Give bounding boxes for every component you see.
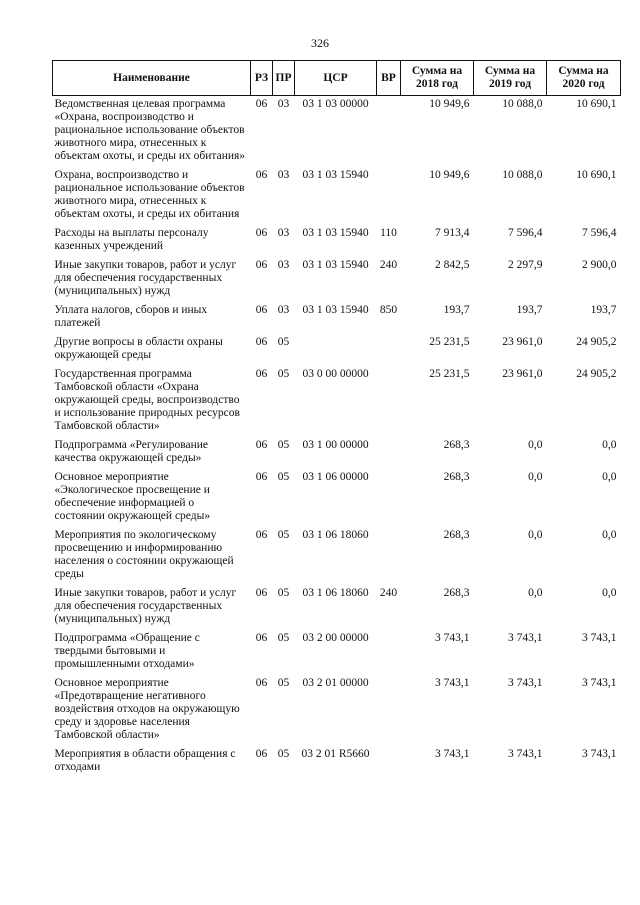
table-body [53, 96, 621, 779]
cell-sum-2018: 3 743,1 [435, 632, 470, 644]
header-vr: ВР [377, 61, 401, 96]
cell-csr: 03 1 03 15940 [302, 169, 369, 181]
cell-sum-2019: 0,0 [528, 529, 543, 541]
cell-pr: 03 [277, 98, 290, 110]
cell-sum-2018: 268,3 [443, 587, 470, 599]
cell-name: Основное мероприятие «Экологическое просвещение и обеспечение информацией о состоянии окружающей среды» [54, 471, 211, 522]
cell-rz: 06 [255, 439, 268, 451]
cell-rz: 06 [255, 471, 268, 483]
table-row [53, 527, 621, 585]
header-csr: ЦСР [295, 61, 377, 96]
cell-sum-2018: 25 231,5 [429, 336, 470, 348]
cell-sum-2020: 0,0 [602, 587, 617, 599]
table-row [53, 302, 621, 334]
cell-vr [377, 746, 401, 778]
cell-name: Мероприятия в области обращения с отходами [54, 748, 236, 773]
cell-sum-2018: 7 913,4 [435, 227, 470, 239]
cell-pr: 03 [277, 227, 290, 239]
cell-pr: 05 [277, 677, 290, 689]
cell-rz: 06 [255, 304, 268, 316]
page-number: 326 [311, 36, 329, 50]
cell-sum-2019: 3 743,1 [508, 748, 543, 760]
cell-sum-2019: 0,0 [528, 439, 543, 451]
header-name: Наименование [53, 61, 251, 96]
cell-sum-2019: 3 743,1 [508, 632, 543, 644]
table-row [53, 167, 621, 225]
header-pr: ПР [273, 61, 295, 96]
cell-rz: 06 [255, 632, 268, 644]
cell-rz: 06 [255, 368, 268, 380]
budget-table-wrapper [52, 60, 620, 778]
cell-csr: 03 2 01 00000 [302, 677, 369, 689]
cell-vr [377, 437, 401, 469]
cell-rz: 06 [255, 259, 268, 271]
cell-sum-2019: 23 961,0 [502, 336, 543, 348]
header-sum-2019: Сумма на 2019 год [474, 61, 547, 96]
cell-sum-2018: 2 842,5 [435, 259, 470, 271]
cell-sum-2020: 0,0 [602, 529, 617, 541]
cell-sum-2018: 3 743,1 [435, 748, 470, 760]
cell-sum-2019: 0,0 [528, 587, 543, 599]
cell-csr: 03 1 03 00000 [302, 98, 369, 110]
cell-rz: 06 [255, 98, 268, 110]
cell-vr [377, 675, 401, 746]
cell-name: Расходы на выплаты персоналу казенных учреждений [54, 227, 209, 252]
cell-vr: 110 [380, 227, 397, 239]
cell-csr: 03 1 06 00000 [302, 471, 369, 483]
table-row [53, 96, 621, 168]
cell-rz: 06 [255, 169, 268, 181]
header-sum-2020: Сумма на 2020 год [547, 61, 621, 96]
header-sum-2018: Сумма на 2018 год [401, 61, 474, 96]
cell-vr: 240 [379, 587, 398, 599]
cell-sum-2020: 3 743,1 [582, 677, 617, 689]
cell-sum-2019: 3 743,1 [508, 677, 543, 689]
cell-sum-2018: 268,3 [443, 439, 470, 451]
cell-pr: 05 [277, 471, 290, 483]
cell-vr [377, 167, 401, 225]
cell-csr: 03 1 03 15940 [302, 259, 369, 271]
cell-pr: 05 [277, 368, 290, 380]
cell-sum-2019: 193,7 [516, 304, 543, 316]
cell-sum-2020: 10 690,1 [576, 98, 617, 110]
cell-pr: 03 [277, 304, 290, 316]
cell-name: Мероприятия по экологическому просвещению и информированию населения о состоянии окружающей среды [54, 529, 234, 580]
cell-name: Ведомственная целевая программа «Охрана, воспроизводство и рациональное использование объектов животного мира, отнесенных к объектам охоты, и среды их обитания» [54, 98, 246, 162]
cell-name: Подпрограмма «Регулирование качества окружающей среды» [54, 439, 209, 464]
cell-pr: 05 [277, 336, 290, 348]
cell-sum-2019: 7 596,4 [508, 227, 543, 239]
cell-rz: 06 [255, 748, 268, 760]
cell-csr: 03 1 03 15940 [302, 304, 369, 316]
cell-csr: 03 2 00 00000 [302, 632, 369, 644]
cell-pr: 05 [277, 439, 290, 451]
cell-name: Основное мероприятие «Предотвращение негативного воздействия отходов на окружающую среду и здоровье населения Тамбовской области» [54, 677, 240, 741]
cell-csr: 03 1 00 00000 [302, 439, 369, 451]
cell-sum-2019: 0,0 [528, 471, 543, 483]
cell-sum-2020: 0,0 [602, 471, 617, 483]
cell-vr: 240 [379, 259, 398, 271]
table-row [53, 366, 621, 437]
cell-vr: 850 [379, 304, 398, 316]
table-header [53, 61, 621, 96]
table-row [53, 675, 621, 746]
cell-pr: 05 [277, 529, 290, 541]
cell-rz: 06 [255, 529, 268, 541]
cell-sum-2018: 3 743,1 [435, 677, 470, 689]
cell-sum-2018: 268,3 [443, 471, 470, 483]
cell-rz: 06 [255, 587, 268, 599]
cell-sum-2018: 25 231,5 [429, 368, 470, 380]
cell-sum-2020: 0,0 [602, 439, 617, 451]
cell-sum-2019: 10 088,0 [502, 98, 543, 110]
cell-csr: 03 1 06 18060 [302, 529, 369, 541]
cell-vr [377, 469, 401, 527]
cell-sum-2019: 23 961,0 [502, 368, 543, 380]
cell-sum-2020: 193,7 [590, 304, 617, 316]
cell-pr: 05 [277, 587, 290, 599]
table-row [53, 257, 621, 302]
cell-vr [377, 366, 401, 437]
cell-rz: 06 [255, 336, 268, 348]
table-row [53, 630, 621, 675]
cell-pr: 03 [277, 169, 290, 181]
cell-name: Иные закупки товаров, работ и услуг для обеспечения государственных (муниципальных) нужд [54, 259, 237, 297]
budget-table [52, 60, 621, 778]
cell-pr: 03 [277, 259, 290, 271]
cell-name: Иные закупки товаров, работ и услуг для обеспечения государственных (муниципальных) нужд [54, 587, 237, 625]
cell-name: Другие вопросы в области охраны окружающей среды [54, 336, 223, 361]
table-row [53, 225, 621, 257]
header-rz: РЗ [251, 61, 273, 96]
cell-pr: 05 [277, 748, 290, 760]
cell-rz: 06 [255, 227, 268, 239]
cell-sum-2020: 24 905,2 [576, 368, 617, 380]
cell-sum-2019: 2 297,9 [508, 259, 543, 271]
table-row [53, 746, 621, 778]
cell-csr: 03 2 01 R5660 [301, 748, 370, 760]
cell-sum-2020: 7 596,4 [582, 227, 617, 239]
cell-name: Охрана, воспроизводство и рациональное использование объектов животного мира, отнесенных к объектам охоты, и среды их обитания [54, 169, 245, 220]
cell-pr: 05 [277, 632, 290, 644]
cell-sum-2020: 3 743,1 [582, 632, 617, 644]
cell-name: Государственная программа Тамбовской области «Охрана окружающей среды, воспроизводство и использование природных ресурсов Тамбовской области» [54, 368, 240, 432]
cell-csr [295, 334, 377, 366]
cell-sum-2018: 10 949,6 [429, 98, 470, 110]
cell-vr [377, 527, 401, 585]
cell-sum-2020: 10 690,1 [576, 169, 617, 181]
table-row [53, 585, 621, 630]
cell-rz: 06 [255, 677, 268, 689]
cell-csr: 03 1 03 15940 [302, 227, 369, 239]
table-row [53, 334, 621, 366]
cell-vr [377, 334, 401, 366]
cell-csr: 03 0 00 00000 [302, 368, 369, 380]
cell-name: Уплата налогов, сборов и иных платежей [54, 304, 208, 329]
cell-vr [377, 630, 401, 675]
cell-sum-2019: 10 088,0 [502, 169, 543, 181]
cell-sum-2018: 268,3 [443, 529, 470, 541]
cell-csr: 03 1 06 18060 [302, 587, 369, 599]
cell-vr [377, 96, 401, 168]
table-row [53, 437, 621, 469]
cell-sum-2020: 24 905,2 [576, 336, 617, 348]
table-row [53, 469, 621, 527]
cell-sum-2020: 3 743,1 [582, 748, 617, 760]
cell-sum-2020: 2 900,0 [582, 259, 617, 271]
cell-sum-2018: 10 949,6 [429, 169, 470, 181]
cell-sum-2018: 193,7 [443, 304, 470, 316]
cell-name: Подпрограмма «Обращение с твердыми бытовыми и промышленными отходами» [54, 632, 200, 670]
